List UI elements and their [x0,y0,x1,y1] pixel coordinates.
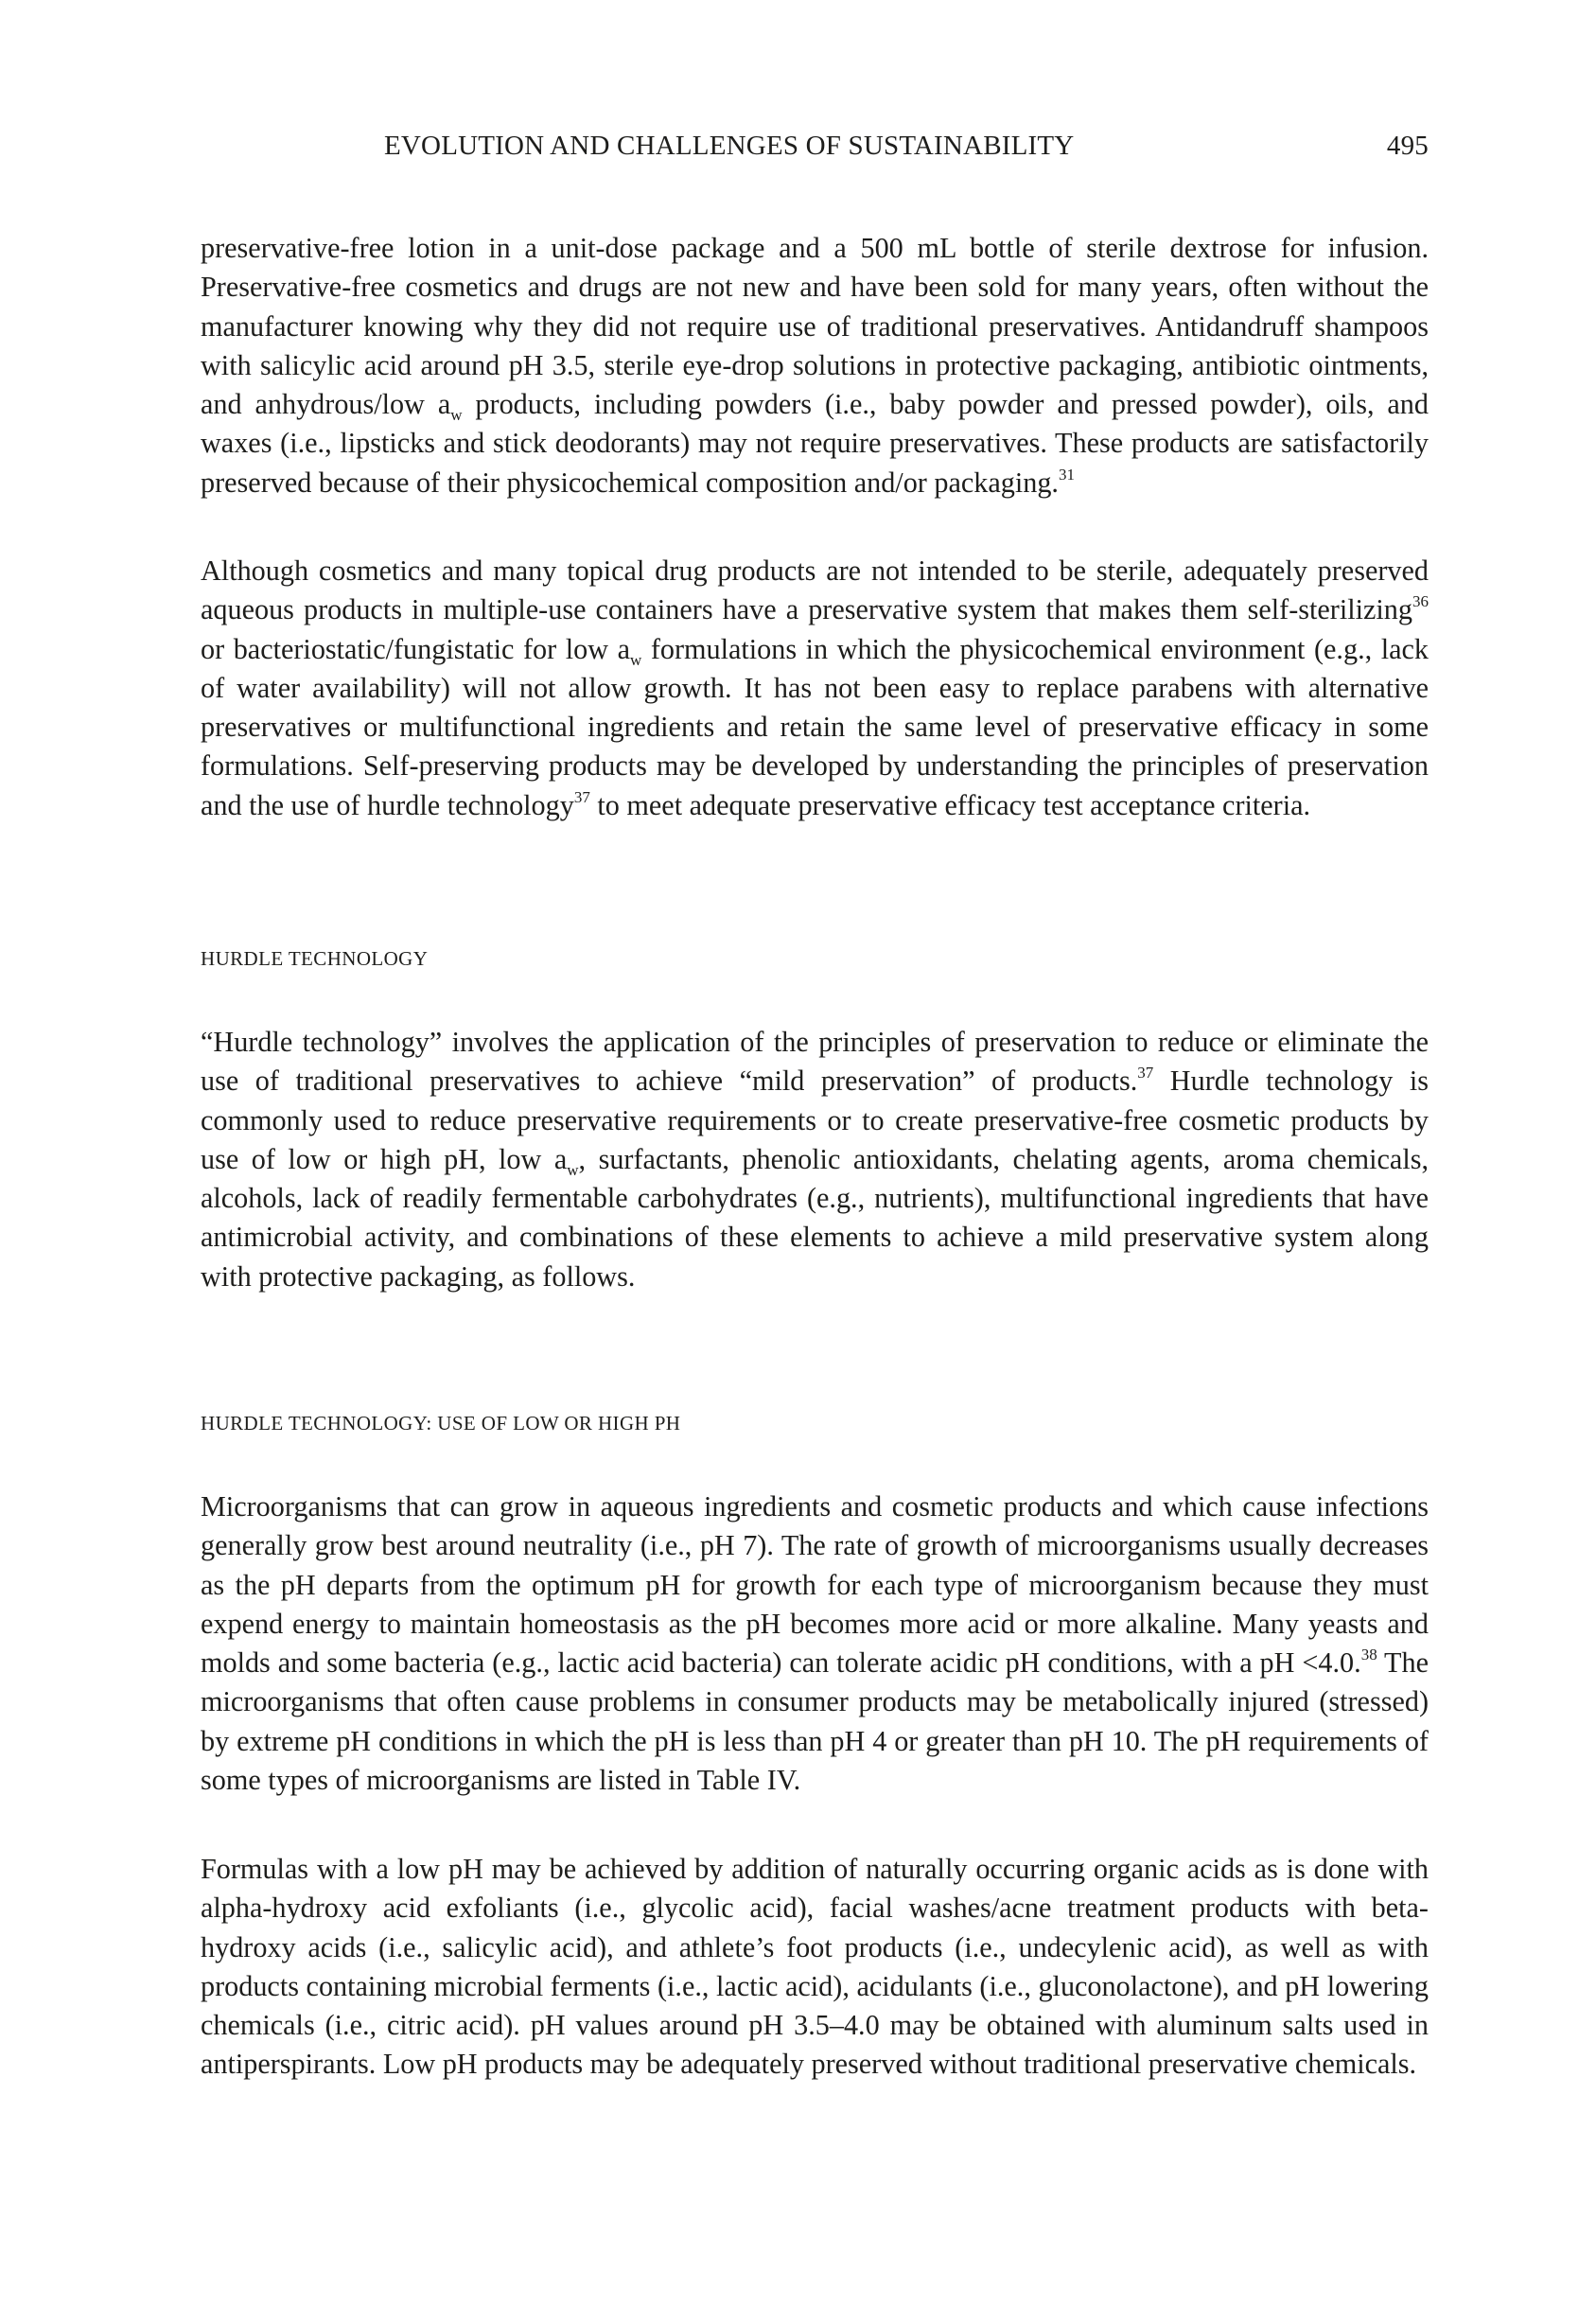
page-number: 495 [1386,131,1429,161]
reference-superscript: 31 [1058,465,1075,484]
reference-superscript: 37 [1137,1064,1154,1083]
paragraph-self-preserving-products: Although cosmetics and many topical drug products are not intended to be sterile, adequately preserved aqueous products in multiple-use containers have a preservative system that makes them self-sterilizing$^{36}$ or bacteriostatic/fungistatic for low $a_w$ formulations in which the physicochemical environment (e.g., lack of water availability) will not allow growth. It has not been easy to replace parabens with alternative preservatives or multifunctional ingredients and retain the same level of preservative efficacy in some formulations. Self-preserving products may be developed by understanding the principles of preservation and the use of hurdle technology$^{37}$ to meet adequate preservative efficacy test acceptance criteria. [201,554,1429,821]
section-heading-hurdle-technology: HURDLE TECHNOLOGY [201,947,429,970]
running-head-title: EVOLUTION AND CHALLENGES OF SUSTAINABILITY [384,131,1075,161]
water-activity-subscript: w [629,650,642,669]
water-activity-subscript: w [450,406,463,425]
running-head [201,131,1429,168]
reference-superscript: 36 [1412,592,1429,611]
water-activity-subscript: w [567,1160,579,1179]
paragraph-hurdle-technology-intro: “Hurdle technology” involves the application of the principles of preservation to reduce or eliminate the use of traditional preservatives to achieve “mild preservation” of products.$^{37}$ Hurdle technology is commonly used to reduce preservative requirements or to create preservative-free cosmetic products by use of low or high pH, low $a_w$, surfactants, phenolic antioxidants, chelating agents, aroma chemicals, alcohols, lack of readily fermentable carbohydrates (e.g., nutrients), multifunctional ingredients that have antimicrobial activity, and combinations of these elements to achieve a mild preservative system along with protective packaging, as follows. [201,1026,1429,1293]
section-heading-low-or-high-ph: HURDLE TECHNOLOGY: USE OF LOW OR HIGH PH [201,1412,681,1435]
paragraph-microorganism-ph-growth: Microorganisms that can grow in aqueous ingredients and cosmetic products and which cause infections generally grow best around neutrality (i.e., pH 7). The rate of growth of microorganisms usually decreases as the pH departs from the optimum pH for growth for each type of microorganism because they must expend energy to maintain homeostasis as the pH becomes more acid or more alkaline. Many yeasts and molds and some bacteria (e.g., lactic acid bacteria) can tolerate acidic pH conditions, with a pH <4.0.38 The microorganisms that often cause problems in consumer products may be metabolically injured (stressed) by extreme pH conditions in which the pH is less than pH 4 or greater than pH 10. The pH requirements of some types of microorganisms are listed in Table IV. [201,1490,1429,1797]
reference-superscript: 37 [573,787,590,806]
paragraph-preservative-free-products: preservative-free lotion in a unit-dose package and a 500 mL bottle of sterile dextrose for infusion. Preservative-free cosmetics and drugs are not new and have been sold for many years, often without the manufacturer knowing why they did not require use of traditional preservatives. Antidandruff shampoos with salicylic acid around pH 3.5, sterile eye-drop solutions in protective packaging, antibiotic ointments, and anhydrous/low $a_w$ products, including powders (i.e., baby powder and pressed powder), oils, and waxes (i.e., lipsticks and stick deodorants) may not require preservatives. These products are satisfactorily preserved because of their physicochemical composition and/or packaging.$^{31}$ [201,232,1429,499]
paragraph-low-ph-formulas: Formulas with a low pH may be achieved by addition of naturally occurring organic acids as is done with alpha-hydroxy acid exfoliants (i.e., glycolic acid), facial washes/acne treatment products with beta-hydroxy acids (i.e., salicylic acid), and athlete’s foot products (i.e., undecylenic acid), as well as with products containing microbial ferments (i.e., lactic acid), acidulants (i.e., gluconolactone), and pH lowering chemicals (i.e., citric acid). pH values around pH 3.5–4.0 may be obtained with aluminum salts used in antiperspirants. Low pH products may be adequately preserved without traditional preservative chemicals. [201,1853,1429,2081]
reference-superscript: 38 [1360,1646,1377,1664]
